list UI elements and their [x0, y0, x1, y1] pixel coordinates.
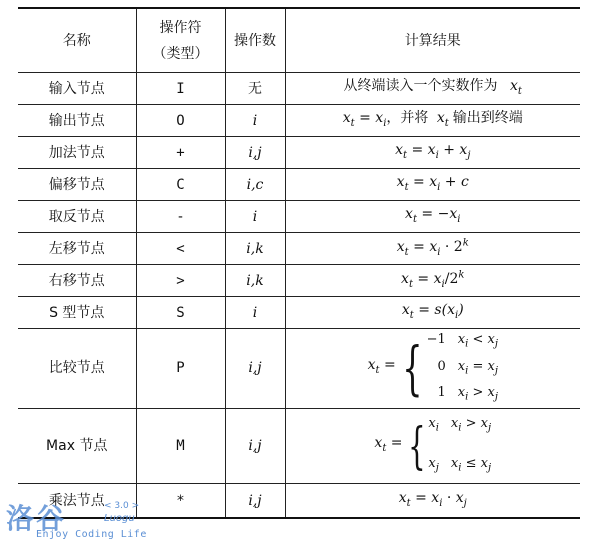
header-operator: [136, 8, 225, 73]
node-name: 乘法节点: [18, 483, 136, 518]
node-name: 输出节点: [18, 105, 136, 137]
formula: $x_t = x_i + x_j$: [395, 141, 471, 161]
var-xt: $x_t$: [436, 109, 449, 129]
node-name: 输入节点: [18, 73, 136, 105]
formula: $x_t = x_i + c$: [396, 173, 469, 193]
header-operands: 操作数: [225, 8, 285, 73]
formula: $x_t = x_i/2^k$: [401, 269, 465, 291]
node-operator: M: [136, 408, 225, 483]
node-operands: i: [225, 201, 285, 233]
table-row: [18, 233, 580, 265]
result-mid: ，并将: [386, 109, 429, 126]
formula: $x_t = x_i \cdot x_j$: [398, 489, 467, 509]
node-result: [285, 73, 580, 105]
left-brace: {: [401, 334, 423, 403]
table-row: [18, 105, 580, 137]
node-name: 偏移节点: [18, 169, 136, 201]
formula-piecewise: $x_t$ = { $x_i$ $x_i > x_j$ $x_j$ $x_i \le x_j$: [374, 413, 491, 478]
left-brace: {: [407, 416, 426, 475]
header-operator-line2: （类型）: [152, 45, 209, 62]
operator-table: [18, 7, 580, 519]
node-name: 左移节点: [18, 233, 136, 265]
node-result: [285, 483, 580, 518]
header-name: 名称: [18, 8, 136, 73]
node-operands: i,j: [225, 137, 285, 169]
node-name: 加法节点: [18, 137, 136, 169]
watermark-slogan: Enjoy Coding Life: [36, 529, 147, 540]
cases: −1 $x_i < x_j$ 0 $x_i = x_j$ 1 $x_i > x_j$: [426, 332, 498, 403]
table-row: [18, 201, 580, 233]
watermark-en: Luogu: [104, 513, 135, 524]
node-operands: i,k: [225, 233, 285, 265]
node-result: [285, 169, 580, 201]
formula: $x_t = x_i$: [342, 109, 387, 129]
node-operands: 无: [225, 73, 285, 105]
node-name: 比较节点: [18, 329, 136, 409]
header-row: [18, 8, 580, 73]
table-row: [18, 137, 580, 169]
formula: $x_t = -x_i$: [405, 205, 461, 225]
node-result: [285, 297, 580, 329]
node-operands: i: [225, 297, 285, 329]
node-operator: >: [136, 265, 225, 297]
formula: $x_t = x_i \cdot 2^k$: [396, 237, 469, 259]
table-row: [18, 73, 580, 105]
node-result: [285, 137, 580, 169]
node-operator: *: [136, 483, 225, 518]
node-operands: i: [225, 105, 285, 137]
node-operator: C: [136, 169, 225, 201]
cases: $x_i$ $x_i > x_j$ $x_j$ $x_i \le x_j$: [428, 416, 492, 474]
node-operands: i,k: [225, 265, 285, 297]
table-row: [18, 408, 580, 483]
node-result: [285, 408, 580, 483]
node-operands: i,j: [225, 483, 285, 518]
table-row: [18, 329, 580, 409]
formula: $x_t = s(x_i)$: [401, 301, 464, 321]
node-operator: <: [136, 233, 225, 265]
table-row: [18, 265, 580, 297]
node-operator: S: [136, 297, 225, 329]
table-row: [18, 297, 580, 329]
node-result: [285, 105, 580, 137]
luogu-logo: 洛谷: [6, 502, 67, 535]
node-operator: O: [136, 105, 225, 137]
node-result: [285, 329, 580, 409]
formula-piecewise: $x_t$ = { −1 $x_i < x_j$ 0 $x_i = x_j$ 1 $x_i > x_j$: [368, 329, 498, 408]
node-operands: i,j: [225, 408, 285, 483]
node-operator: P: [136, 329, 225, 409]
header-operator-line1: 操作符: [159, 19, 202, 36]
header-result: 计算结果: [285, 8, 580, 73]
node-operands: i,c: [225, 169, 285, 201]
node-operator: -: [136, 201, 225, 233]
var-xt: $x_t$: [510, 77, 522, 97]
node-name: 右移节点: [18, 265, 136, 297]
watermark-version: < 3.0 >: [104, 501, 140, 511]
node-operator: I: [136, 73, 225, 105]
node-name: S 型节点: [18, 297, 136, 329]
node-name: Max 节点: [18, 408, 136, 483]
node-name: 取反节点: [18, 201, 136, 233]
result-end: 输出到终端: [452, 109, 523, 126]
luogu-watermark: [6, 497, 166, 541]
node-operator: +: [136, 137, 225, 169]
table-row: [18, 169, 580, 201]
node-result: [285, 233, 580, 265]
node-result: [285, 265, 580, 297]
node-result: [285, 201, 580, 233]
result-text: 从终端读入一个实数作为: [343, 77, 498, 94]
node-operands: i,j: [225, 329, 285, 409]
